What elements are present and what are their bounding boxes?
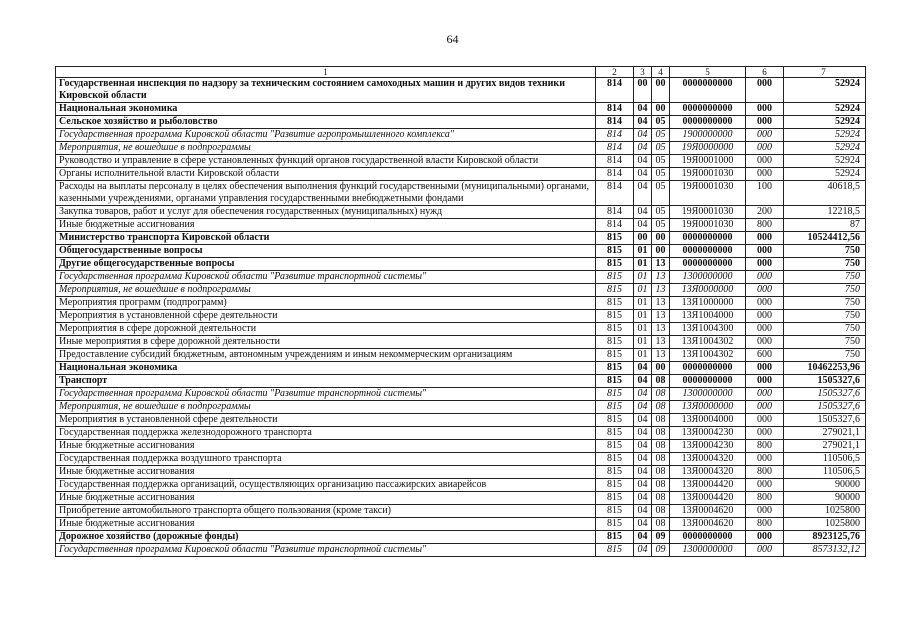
target-item-code-cell: 1900000000 <box>670 129 746 142</box>
target-item-code-cell: 0000000000 <box>670 375 746 388</box>
target-item-code-cell: 13Я1000000 <box>670 297 746 310</box>
subsection-code-cell: 05 <box>652 129 670 142</box>
target-item-code-cell: 13Я1004302 <box>670 349 746 362</box>
subsection-code-cell: 08 <box>652 401 670 414</box>
ministry-code-cell: 815 <box>596 453 634 466</box>
expense-type-code-cell: 000 <box>746 103 784 116</box>
row-name-cell: Государственная инспекция по надзору за техническим состоянием самоходных машин и других видов техники Кировской области <box>56 78 596 103</box>
header-cell: 7 <box>784 67 866 78</box>
section-code-cell: 04 <box>634 518 652 531</box>
expense-type-code-cell: 000 <box>746 78 784 103</box>
section-code-cell: 04 <box>634 466 652 479</box>
amount-cell: 12218,5 <box>784 206 866 219</box>
expense-type-code-cell: 000 <box>746 414 784 427</box>
section-code-cell: 01 <box>634 349 652 362</box>
expense-type-code-cell: 000 <box>746 453 784 466</box>
ministry-code-cell: 815 <box>596 362 634 375</box>
amount-cell: 8923125,76 <box>784 531 866 544</box>
section-code-cell: 04 <box>634 155 652 168</box>
ministry-code-cell: 815 <box>596 284 634 297</box>
expense-type-code-cell: 800 <box>746 518 784 531</box>
section-code-cell: 00 <box>634 78 652 103</box>
expense-type-code-cell: 000 <box>746 375 784 388</box>
table-row <box>56 453 866 466</box>
subsection-code-cell: 13 <box>652 271 670 284</box>
row-name-cell: Национальная экономика <box>56 362 596 375</box>
section-code-cell: 04 <box>634 375 652 388</box>
section-code-cell: 04 <box>634 440 652 453</box>
subsection-code-cell: 00 <box>652 362 670 375</box>
section-code-cell: 04 <box>634 103 652 116</box>
row-name-cell: Другие общегосударственные вопросы <box>56 258 596 271</box>
subsection-code-cell: 05 <box>652 155 670 168</box>
table-row <box>56 206 866 219</box>
ministry-code-cell: 815 <box>596 375 634 388</box>
subsection-code-cell: 08 <box>652 479 670 492</box>
target-item-code-cell: 13Я0000000 <box>670 284 746 297</box>
subsection-code-cell: 08 <box>652 375 670 388</box>
header-cell: 3 <box>634 67 652 78</box>
table-row <box>56 78 866 103</box>
ministry-code-cell: 815 <box>596 544 634 557</box>
amount-cell: 750 <box>784 284 866 297</box>
subsection-code-cell: 05 <box>652 168 670 181</box>
expense-type-code-cell: 100 <box>746 181 784 206</box>
ministry-code-cell: 815 <box>596 440 634 453</box>
table-row <box>56 362 866 375</box>
target-item-code-cell: 13Я0004000 <box>670 414 746 427</box>
expense-type-code-cell: 000 <box>746 142 784 155</box>
target-item-code-cell: 19Я0001030 <box>670 181 746 206</box>
section-code-cell: 04 <box>634 116 652 129</box>
header-cell: 1 <box>56 67 596 78</box>
amount-cell: 750 <box>784 245 866 258</box>
amount-cell: 52924 <box>784 142 866 155</box>
ministry-code-cell: 815 <box>596 271 634 284</box>
expense-type-code-cell: 000 <box>746 258 784 271</box>
expense-type-code-cell: 000 <box>746 116 784 129</box>
subsection-code-cell: 13 <box>652 323 670 336</box>
target-item-code-cell: 19Я0001030 <box>670 168 746 181</box>
expense-type-code-cell: 000 <box>746 323 784 336</box>
amount-cell: 750 <box>784 336 866 349</box>
row-name-cell: Иные бюджетные ассигнования <box>56 492 596 505</box>
section-code-cell: 04 <box>634 206 652 219</box>
ministry-code-cell: 814 <box>596 155 634 168</box>
row-name-cell: Государственная программа Кировской области "Развитие агропромышленного комплекса" <box>56 129 596 142</box>
table-row <box>56 440 866 453</box>
expense-type-code-cell: 800 <box>746 466 784 479</box>
amount-cell: 52924 <box>784 78 866 103</box>
target-item-code-cell: 13Я1004000 <box>670 310 746 323</box>
header-cell: 6 <box>746 67 784 78</box>
table-row <box>56 310 866 323</box>
ministry-code-cell: 815 <box>596 492 634 505</box>
table-row <box>56 219 866 232</box>
table-row <box>56 375 866 388</box>
table-row <box>56 271 866 284</box>
subsection-code-cell: 08 <box>652 414 670 427</box>
row-name-cell: Мероприятия в установленной сфере деятельности <box>56 414 596 427</box>
amount-cell: 10462253,96 <box>784 362 866 375</box>
section-code-cell: 01 <box>634 310 652 323</box>
amount-cell: 40618,5 <box>784 181 866 206</box>
row-name-cell: Государственная программа Кировской области "Развитие транспортной системы" <box>56 271 596 284</box>
table-row <box>56 388 866 401</box>
amount-cell: 1025800 <box>784 505 866 518</box>
ministry-code-cell: 815 <box>596 388 634 401</box>
amount-cell: 1505327,6 <box>784 401 866 414</box>
expense-type-code-cell: 000 <box>746 232 784 245</box>
subsection-code-cell: 05 <box>652 116 670 129</box>
amount-cell: 52924 <box>784 129 866 142</box>
subsection-code-cell: 08 <box>652 518 670 531</box>
table-row <box>56 492 866 505</box>
target-item-code-cell: 0000000000 <box>670 362 746 375</box>
amount-cell: 1505327,6 <box>784 375 866 388</box>
table-row <box>56 466 866 479</box>
subsection-code-cell: 09 <box>652 544 670 557</box>
section-code-cell: 04 <box>634 388 652 401</box>
amount-cell: 750 <box>784 310 866 323</box>
expense-type-code-cell: 200 <box>746 206 784 219</box>
table-row <box>56 129 866 142</box>
subsection-code-cell: 13 <box>652 310 670 323</box>
subsection-code-cell: 08 <box>652 427 670 440</box>
target-item-code-cell: 13Я0000000 <box>670 401 746 414</box>
amount-cell: 1505327,6 <box>784 388 866 401</box>
section-code-cell: 04 <box>634 142 652 155</box>
section-code-cell: 04 <box>634 492 652 505</box>
row-name-cell: Мероприятия, не вошедшие в подпрограммы <box>56 142 596 155</box>
ministry-code-cell: 814 <box>596 206 634 219</box>
target-item-code-cell: 13Я0004320 <box>670 466 746 479</box>
row-name-cell: Приобретение автомобильного транспорта общего пользования (кроме такси) <box>56 505 596 518</box>
ministry-code-cell: 814 <box>596 78 634 103</box>
ministry-code-cell: 815 <box>596 401 634 414</box>
target-item-code-cell: 19Я0001030 <box>670 206 746 219</box>
row-name-cell: Сельское хозяйство и рыболовство <box>56 116 596 129</box>
header-cell: 4 <box>652 67 670 78</box>
target-item-code-cell: 13Я0004230 <box>670 440 746 453</box>
expense-type-code-cell: 000 <box>746 427 784 440</box>
amount-cell: 87 <box>784 219 866 232</box>
amount-cell: 8573132,12 <box>784 544 866 557</box>
subsection-code-cell: 08 <box>652 466 670 479</box>
table-row <box>56 284 866 297</box>
amount-cell: 52924 <box>784 116 866 129</box>
target-item-code-cell: 0000000000 <box>670 258 746 271</box>
header-row <box>56 67 866 78</box>
subsection-code-cell: 08 <box>652 388 670 401</box>
row-name-cell: Мероприятия программ (подпрограмм) <box>56 297 596 310</box>
table-row <box>56 168 866 181</box>
target-item-code-cell: 13Я0004320 <box>670 453 746 466</box>
target-item-code-cell: 0000000000 <box>670 232 746 245</box>
ministry-code-cell: 815 <box>596 336 634 349</box>
target-item-code-cell: 0000000000 <box>670 78 746 103</box>
row-name-cell: Государственная программа Кировской области "Развитие транспортной системы" <box>56 544 596 557</box>
amount-cell: 750 <box>784 271 866 284</box>
table-row <box>56 336 866 349</box>
ministry-code-cell: 815 <box>596 466 634 479</box>
target-item-code-cell: 0000000000 <box>670 103 746 116</box>
target-item-code-cell: 13Я0004230 <box>670 427 746 440</box>
section-code-cell: 04 <box>634 427 652 440</box>
row-name-cell: Расходы на выплаты персоналу в целях обеспечения выполнения функций государственными (муниципальными) органами, казенными учреждениями, органами управления государственными внебюджетными фондами <box>56 181 596 206</box>
section-code-cell: 04 <box>634 544 652 557</box>
subsection-code-cell: 13 <box>652 336 670 349</box>
row-name-cell: Государственная поддержка воздушного транспорта <box>56 453 596 466</box>
target-item-code-cell: 19Я0001000 <box>670 155 746 168</box>
amount-cell: 52924 <box>784 103 866 116</box>
section-code-cell: 01 <box>634 336 652 349</box>
row-name-cell: Дорожное хозяйство (дорожные фонды) <box>56 531 596 544</box>
subsection-code-cell: 13 <box>652 297 670 310</box>
subsection-code-cell: 08 <box>652 453 670 466</box>
section-code-cell: 00 <box>634 232 652 245</box>
table-row <box>56 401 866 414</box>
table-row <box>56 232 866 245</box>
table-row <box>56 103 866 116</box>
row-name-cell: Министерство транспорта Кировской области <box>56 232 596 245</box>
table-row <box>56 518 866 531</box>
row-name-cell: Мероприятия в сфере дорожной деятельности <box>56 323 596 336</box>
expense-type-code-cell: 000 <box>746 129 784 142</box>
table-row <box>56 181 866 206</box>
target-item-code-cell: 13Я0004420 <box>670 479 746 492</box>
table-row <box>56 116 866 129</box>
row-name-cell: Общегосударственные вопросы <box>56 245 596 258</box>
section-code-cell: 01 <box>634 245 652 258</box>
section-code-cell: 04 <box>634 531 652 544</box>
subsection-code-cell: 00 <box>652 245 670 258</box>
row-name-cell: Закупка товаров, работ и услуг для обеспечения государственных (муниципальных) нужд <box>56 206 596 219</box>
subsection-code-cell: 08 <box>652 492 670 505</box>
expense-type-code-cell: 000 <box>746 401 784 414</box>
subsection-code-cell: 13 <box>652 349 670 362</box>
subsection-code-cell: 13 <box>652 258 670 271</box>
target-item-code-cell: 13Я0004620 <box>670 505 746 518</box>
section-code-cell: 04 <box>634 181 652 206</box>
target-item-code-cell: 0000000000 <box>670 245 746 258</box>
subsection-code-cell: 05 <box>652 206 670 219</box>
expense-type-code-cell: 000 <box>746 544 784 557</box>
section-code-cell: 04 <box>634 453 652 466</box>
amount-cell: 1025800 <box>784 518 866 531</box>
target-item-code-cell: 0000000000 <box>670 531 746 544</box>
expense-type-code-cell: 800 <box>746 219 784 232</box>
row-name-cell: Иные мероприятия в сфере дорожной деятельности <box>56 336 596 349</box>
table-row <box>56 349 866 362</box>
target-item-code-cell: 13Я0004420 <box>670 492 746 505</box>
expense-type-code-cell: 000 <box>746 310 784 323</box>
amount-cell: 750 <box>784 258 866 271</box>
row-name-cell: Руководство и управление в сфере установленных функций органов государственной власти Кировской области <box>56 155 596 168</box>
target-item-code-cell: 0000000000 <box>670 116 746 129</box>
row-name-cell: Государственная поддержка железнодорожного транспорта <box>56 427 596 440</box>
expense-type-code-cell: 000 <box>746 336 784 349</box>
target-item-code-cell: 19Я0000000 <box>670 142 746 155</box>
ministry-code-cell: 815 <box>596 414 634 427</box>
header-cell: 5 <box>670 67 746 78</box>
row-name-cell: Транспорт <box>56 375 596 388</box>
ministry-code-cell: 815 <box>596 531 634 544</box>
ministry-code-cell: 814 <box>596 168 634 181</box>
section-code-cell: 04 <box>634 414 652 427</box>
expense-type-code-cell: 000 <box>746 505 784 518</box>
table-row <box>56 544 866 557</box>
target-item-code-cell: 13Я1004302 <box>670 336 746 349</box>
section-code-cell: 04 <box>634 362 652 375</box>
section-code-cell: 01 <box>634 271 652 284</box>
ministry-code-cell: 814 <box>596 116 634 129</box>
section-code-cell: 04 <box>634 168 652 181</box>
section-code-cell: 01 <box>634 323 652 336</box>
amount-cell: 110506,5 <box>784 466 866 479</box>
section-code-cell: 04 <box>634 129 652 142</box>
ministry-code-cell: 815 <box>596 349 634 362</box>
expense-type-code-cell: 000 <box>746 168 784 181</box>
section-code-cell: 04 <box>634 219 652 232</box>
expense-type-code-cell: 800 <box>746 440 784 453</box>
expense-type-code-cell: 000 <box>746 155 784 168</box>
target-item-code-cell: 19Я0001030 <box>670 219 746 232</box>
subsection-code-cell: 05 <box>652 219 670 232</box>
amount-cell: 750 <box>784 349 866 362</box>
row-name-cell: Мероприятия, не вошедшие в подпрограммы <box>56 401 596 414</box>
row-name-cell: Национальная экономика <box>56 103 596 116</box>
target-item-code-cell: 1300000000 <box>670 388 746 401</box>
row-name-cell: Мероприятия в установленной сфере деятельности <box>56 310 596 323</box>
amount-cell: 750 <box>784 297 866 310</box>
ministry-code-cell: 815 <box>596 479 634 492</box>
ministry-code-cell: 814 <box>596 142 634 155</box>
table-row <box>56 427 866 440</box>
ministry-code-cell: 814 <box>596 103 634 116</box>
section-code-cell: 01 <box>634 284 652 297</box>
row-name-cell: Иные бюджетные ассигнования <box>56 440 596 453</box>
subsection-code-cell: 00 <box>652 232 670 245</box>
expense-type-code-cell: 000 <box>746 388 784 401</box>
amount-cell: 52924 <box>784 168 866 181</box>
section-code-cell: 01 <box>634 297 652 310</box>
expense-type-code-cell: 000 <box>746 284 784 297</box>
ministry-code-cell: 815 <box>596 245 634 258</box>
amount-cell: 52924 <box>784 155 866 168</box>
row-name-cell: Иные бюджетные ассигнования <box>56 466 596 479</box>
amount-cell: 110506,5 <box>784 453 866 466</box>
expense-type-code-cell: 800 <box>746 492 784 505</box>
expense-type-code-cell: 000 <box>746 271 784 284</box>
target-item-code-cell: 13Я1004300 <box>670 323 746 336</box>
table-row <box>56 245 866 258</box>
amount-cell: 279021,1 <box>784 427 866 440</box>
target-item-code-cell: 1300000000 <box>670 271 746 284</box>
amount-cell: 279021,1 <box>784 440 866 453</box>
row-name-cell: Иные бюджетные ассигнования <box>56 518 596 531</box>
section-code-cell: 01 <box>634 258 652 271</box>
header-cell: 2 <box>596 67 634 78</box>
subsection-code-cell: 08 <box>652 440 670 453</box>
row-name-cell: Государственная поддержка организаций, осуществляющих организацию пассажирских авиарейсов <box>56 479 596 492</box>
expense-type-code-cell: 000 <box>746 479 784 492</box>
expense-type-code-cell: 600 <box>746 349 784 362</box>
amount-cell: 90000 <box>784 492 866 505</box>
row-name-cell: Предоставление субсидий бюджетным, автономным учреждениям и иным некоммерческим организациям <box>56 349 596 362</box>
section-code-cell: 04 <box>634 505 652 518</box>
subsection-code-cell: 13 <box>652 284 670 297</box>
ministry-code-cell: 815 <box>596 427 634 440</box>
subsection-code-cell: 00 <box>652 78 670 103</box>
table-row <box>56 142 866 155</box>
expense-type-code-cell: 000 <box>746 362 784 375</box>
ministry-code-cell: 815 <box>596 505 634 518</box>
ministry-code-cell: 815 <box>596 232 634 245</box>
table-row <box>56 258 866 271</box>
ministry-code-cell: 815 <box>596 518 634 531</box>
table-row <box>56 505 866 518</box>
row-name-cell: Органы исполнительной власти Кировской области <box>56 168 596 181</box>
target-item-code-cell: 1300000000 <box>670 544 746 557</box>
target-item-code-cell: 13Я0004620 <box>670 518 746 531</box>
amount-cell: 10524412,56 <box>784 232 866 245</box>
ministry-code-cell: 814 <box>596 219 634 232</box>
table-row <box>56 155 866 168</box>
subsection-code-cell: 05 <box>652 181 670 206</box>
section-code-cell: 04 <box>634 401 652 414</box>
budget-table <box>55 66 866 557</box>
amount-cell: 750 <box>784 323 866 336</box>
row-name-cell: Мероприятия, не вошедшие в подпрограммы <box>56 284 596 297</box>
ministry-code-cell: 815 <box>596 258 634 271</box>
subsection-code-cell: 05 <box>652 142 670 155</box>
subsection-code-cell: 08 <box>652 505 670 518</box>
ministry-code-cell: 814 <box>596 181 634 206</box>
table-row <box>56 479 866 492</box>
ministry-code-cell: 815 <box>596 323 634 336</box>
row-name-cell: Иные бюджетные ассигнования <box>56 219 596 232</box>
ministry-code-cell: 815 <box>596 297 634 310</box>
table-row <box>56 414 866 427</box>
table-row <box>56 531 866 544</box>
expense-type-code-cell: 000 <box>746 297 784 310</box>
table-row <box>56 297 866 310</box>
table-row <box>56 323 866 336</box>
ministry-code-cell: 815 <box>596 310 634 323</box>
section-code-cell: 04 <box>634 479 652 492</box>
expense-type-code-cell: 000 <box>746 531 784 544</box>
amount-cell: 90000 <box>784 479 866 492</box>
subsection-code-cell: 00 <box>652 103 670 116</box>
row-name-cell: Государственная программа Кировской области "Развитие транспортной системы" <box>56 388 596 401</box>
ministry-code-cell: 814 <box>596 129 634 142</box>
subsection-code-cell: 09 <box>652 531 670 544</box>
expense-type-code-cell: 000 <box>746 245 784 258</box>
page-number: 64 <box>446 32 459 46</box>
amount-cell: 1505327,6 <box>784 414 866 427</box>
